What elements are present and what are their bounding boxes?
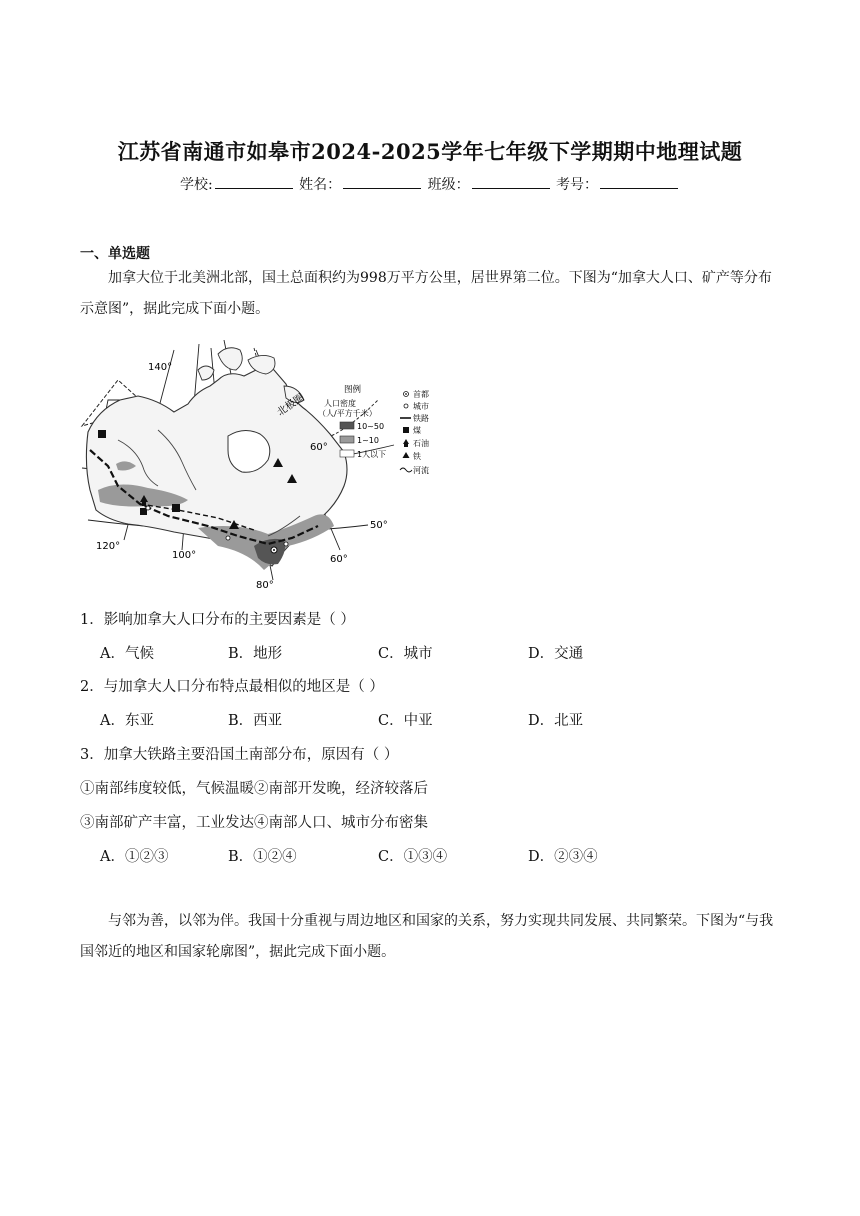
legend-oil: 石油 — [413, 439, 429, 448]
legend-density-mid: 1~10 — [357, 436, 379, 445]
legend-coal: 煤 — [413, 426, 421, 435]
exam-number-label: 考号： — [556, 177, 599, 193]
class-blank[interactable] — [472, 174, 550, 189]
q2-option-a[interactable]: A．东亚 — [100, 713, 154, 729]
longitude-label-80: 80° — [256, 580, 274, 591]
legend-density-high: 10~50 — [357, 422, 385, 431]
question-2-stem: 2．与加拿大人口分布特点最相似的地区是（ ） — [80, 679, 384, 695]
exam-number-blank[interactable] — [600, 174, 678, 189]
legend-iron: 铁 — [413, 452, 421, 461]
q2-option-c[interactable]: C．中亚 — [378, 713, 433, 729]
q2-option-d[interactable]: D．北亚 — [528, 713, 584, 729]
q1-option-d[interactable]: D．交通 — [528, 646, 584, 662]
longitude-label-100: 100° — [172, 550, 197, 561]
name-label: 姓名： — [299, 177, 342, 193]
student-info-line — [0, 174, 860, 194]
question-3-statements-line-1: ①南部纬度较低，气候温暖②南部开发晚，经济较落后 — [80, 781, 428, 797]
passage-canada: 加拿大位于北美洲北部，国土总面积约为998万平方公里，居世界第二位。下图为“加拿大人口、矿产等分布示意图”，据此完成下面小题。 — [80, 270, 772, 317]
longitude-label-120: 120° — [96, 541, 121, 552]
city-icon — [284, 542, 288, 546]
legend-river: 河流 — [413, 466, 429, 475]
school-blank[interactable] — [215, 174, 293, 189]
city-icon — [146, 506, 150, 510]
question-3-stem: 3．加拿大铁路主要沿国土南部分布，原因有（ ） — [80, 747, 399, 763]
coal-icon — [172, 504, 180, 512]
section-heading: 一、单选题 — [80, 246, 150, 262]
q1-option-c[interactable]: C．城市 — [378, 646, 433, 662]
q3-option-a[interactable]: A．①②③ — [100, 849, 169, 865]
q1-option-a[interactable]: A．气候 — [100, 646, 154, 662]
name-blank[interactable] — [343, 174, 421, 189]
question-1-stem: 1．影响加拿大人口分布的主要因素是（ ） — [80, 612, 355, 628]
legend-density-low: 1人以下 — [357, 450, 387, 459]
legend-density-title: 人口密度 — [324, 399, 356, 408]
q2-option-b[interactable]: B．西亚 — [228, 713, 283, 729]
city-icon — [226, 536, 230, 540]
class-label: 班级： — [427, 177, 470, 193]
longitude-label-140: 140° — [148, 362, 173, 373]
latitude-label-50: 50° — [370, 520, 388, 531]
legend-title: 图例 — [344, 385, 362, 395]
legend-capital: 首都 — [413, 390, 429, 399]
latitude-label-60: 60° — [310, 442, 328, 453]
canada-map-figure — [78, 340, 450, 592]
legend-density-unit: （人/平方千米） — [318, 409, 377, 418]
passage-neighbors: 与邻为善，以邻为伴。我国十分重视与周边地区和国家的关系，努力实现共同发展、共同繁荣。下图为“与我国邻近的地区和国家轮廓图”，据此完成下面小题。 — [80, 913, 774, 960]
arctic-circle-label: 北极圈 — [275, 392, 307, 419]
coal-icon — [98, 430, 106, 438]
question-3-statements-line-2: ③南部矿产丰富，工业发达④南部人口、城市分布密集 — [80, 815, 428, 831]
q3-option-b[interactable]: B．①②④ — [228, 849, 297, 865]
exam-title: 江苏省南通市如皋市2024-2025学年七年级下学期期中地理试题 — [117, 139, 743, 164]
q3-option-d[interactable]: D．②③④ — [528, 849, 598, 865]
q3-option-c[interactable]: C．①③④ — [378, 849, 448, 865]
legend-railway: 铁路 — [413, 414, 429, 423]
legend-city: 城市 — [413, 402, 429, 411]
school-label: 学校: — [179, 177, 213, 193]
q1-option-b[interactable]: B．地形 — [228, 646, 283, 662]
longitude-label-60: 60° — [330, 554, 348, 565]
